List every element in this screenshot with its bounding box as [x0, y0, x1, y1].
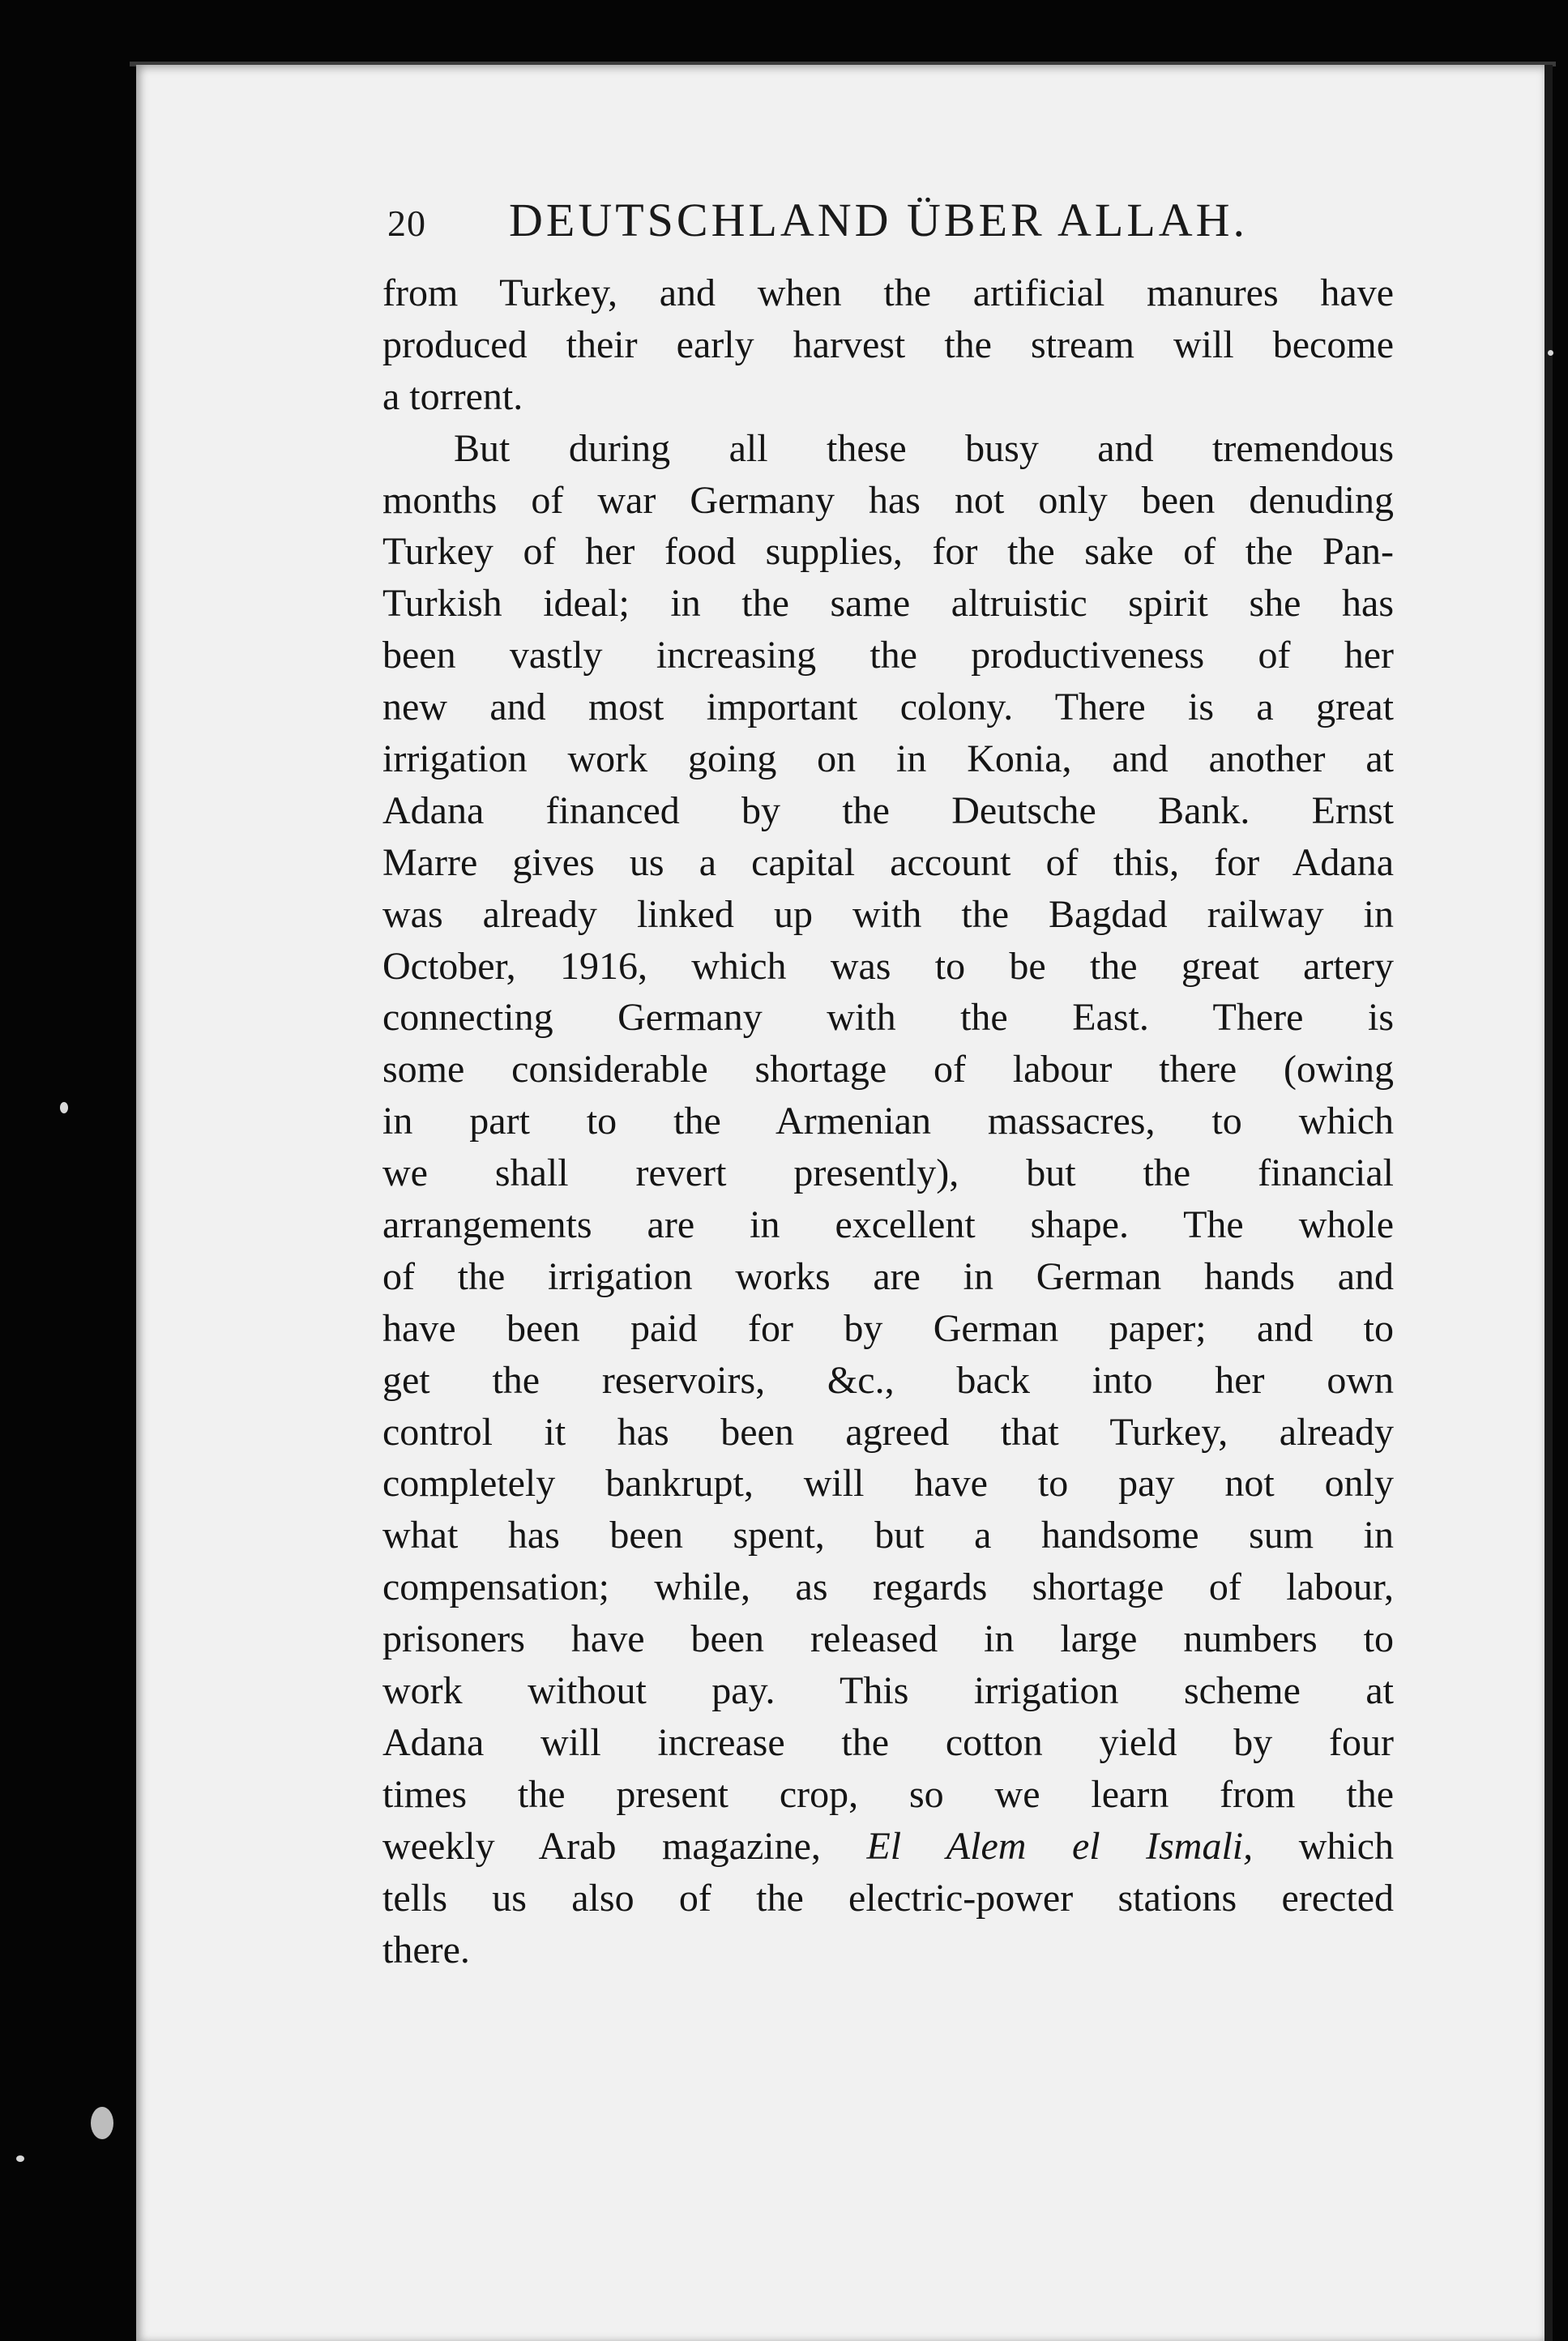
text-line: Marre gives us a capital account of this, for Adana	[382, 840, 1394, 884]
text-line: some considerable shortage of labour there (owing	[382, 1048, 1394, 1091]
text-line: in part to the Armenian massacres, to which	[382, 1100, 1394, 1143]
text-line: Adana will increase the cotton yield by four	[382, 1720, 1394, 1764]
running-title: DEUTSCHLAND ÜBER ALLAH.	[509, 194, 1249, 246]
page-number: 20	[387, 203, 426, 244]
text-line: arrangements are in excellent shape. The whole	[382, 1203, 1394, 1247]
text-line: But during all these busy and tremendous	[454, 426, 1394, 470]
text-line: from Turkey, and when the artificial manures have	[382, 271, 1394, 314]
text-line: times the present crop, so we learn from the	[382, 1772, 1394, 1816]
text-line: irrigation work going on in Konia, and another at	[382, 737, 1394, 781]
scan-edge-right	[1545, 65, 1553, 2341]
text-line: work without pay. This irrigation scheme at	[382, 1669, 1394, 1713]
body-text	[382, 267, 1394, 1976]
text-line: been vastly increasing the productiveness of her	[382, 634, 1394, 677]
text-line: completely bankrupt, will have to pay not only	[382, 1462, 1394, 1506]
text-line: Adana financed by the Deutsche Bank. Ernst	[382, 788, 1394, 832]
text-line: October, 1916, which was to be the great artery	[382, 944, 1394, 988]
text-line: tells us also of the electric-power stations erected	[382, 1876, 1394, 1920]
text-line: there.	[382, 1928, 470, 1971]
magazine-line-before: weekly Arab magazine,	[382, 1824, 867, 1868]
text-line: a torrent.	[382, 374, 523, 418]
text-line-magazine	[382, 1821, 1394, 1873]
text-line: months of war Germany has not only been denuding	[382, 478, 1394, 522]
dust-speck	[16, 2155, 24, 2162]
text-line: get the reservoirs, &c., back into her own	[382, 1358, 1394, 1402]
text-line: of the irrigation works are in German hands and	[382, 1254, 1394, 1298]
text-line: compensation; while, as regards shortage of labour,	[382, 1566, 1394, 1609]
text-line: produced their early harvest the stream will become	[382, 323, 1394, 366]
text-line: prisoners have been released in large numbers to	[382, 1617, 1394, 1661]
text-line: what has been spent, but a handsome sum in	[382, 1514, 1394, 1557]
text-line: Turkey of her food supplies, for the sake of the Pan-	[382, 530, 1394, 574]
text-line: was already linked up with the Bagdad railway in	[382, 892, 1394, 936]
text-line: Turkish ideal; in the same altruistic spirit she has	[382, 582, 1394, 626]
text-line: control it has been agreed that Turkey, already	[382, 1410, 1394, 1454]
dust-speck	[91, 2107, 113, 2139]
magazine-title: El Alem el Ismali,	[866, 1824, 1254, 1868]
magazine-line-after: which	[1253, 1824, 1394, 1868]
text-line: we shall revert presently), but the financial	[382, 1151, 1394, 1195]
dust-speck	[1548, 350, 1553, 356]
text-line: new and most important colony. There is a great	[382, 686, 1394, 729]
text-line: connecting Germany with the East. There is	[382, 996, 1394, 1040]
dust-speck	[60, 1102, 68, 1113]
running-header	[387, 193, 1400, 266]
text-line: have been paid for by German paper; and to	[382, 1306, 1394, 1350]
